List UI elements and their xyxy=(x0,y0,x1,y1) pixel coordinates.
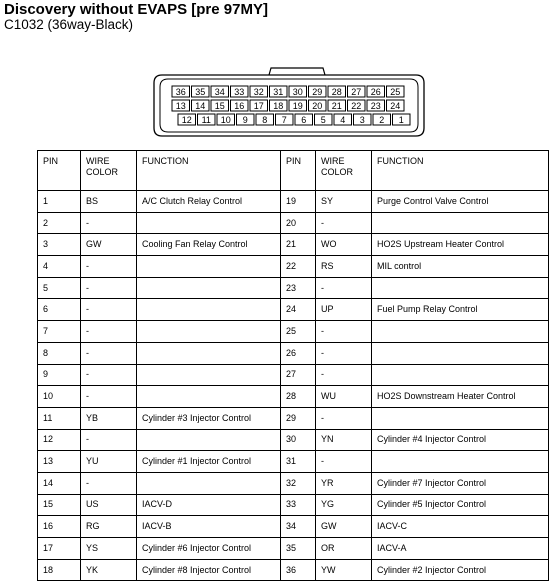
connector-pin-label: 34 xyxy=(214,87,225,97)
pin-cell-2: 35 xyxy=(281,538,316,560)
pin-cell-2: 26 xyxy=(281,342,316,364)
function-cell: Cylinder #1 Injector Control xyxy=(137,451,281,473)
pinout-table xyxy=(37,150,549,581)
connector-pin-label: 3 xyxy=(359,115,365,125)
pin-cell: 10 xyxy=(38,386,81,408)
wire-color-cell-2: RS xyxy=(316,256,372,278)
function-cell xyxy=(137,429,281,451)
pin-cell-2: 34 xyxy=(281,516,316,538)
wire-color-cell-2: YR xyxy=(316,472,372,494)
function-cell xyxy=(137,364,281,386)
pin-cell-2: 20 xyxy=(281,212,316,234)
column-header-function-2: FUNCTION xyxy=(372,151,549,191)
table-row xyxy=(38,191,549,213)
connector-pin-label: 33 xyxy=(234,87,245,97)
table-row xyxy=(38,299,549,321)
pin-cell-2: 32 xyxy=(281,472,316,494)
wire-color-cell: BS xyxy=(81,191,137,213)
wire-color-cell: YK xyxy=(81,559,137,581)
function-cell-2: Cylinder #7 Injector Control xyxy=(372,472,549,494)
function-cell-2: Cylinder #4 Injector Control xyxy=(372,429,549,451)
page-title: Discovery without EVAPS [pre 97MY] xyxy=(4,1,268,18)
function-cell-2: Cylinder #2 Injector Control xyxy=(372,559,549,581)
function-cell-2: IACV-A xyxy=(372,538,549,560)
pin-cell: 8 xyxy=(38,342,81,364)
function-cell-2: MIL control xyxy=(372,256,549,278)
function-cell-2 xyxy=(372,321,549,343)
wire-color-cell: - xyxy=(81,212,137,234)
table-row xyxy=(38,538,549,560)
connector-pin-label: 28 xyxy=(331,87,342,97)
table-row xyxy=(38,451,549,473)
table-row xyxy=(38,429,549,451)
wire-color-cell-2: - xyxy=(316,321,372,343)
function-cell-2 xyxy=(372,277,549,299)
connector-pin-label: 17 xyxy=(253,101,264,111)
pin-cell-2: 19 xyxy=(281,191,316,213)
wire-color-cell-2: GW xyxy=(316,516,372,538)
pin-cell-2: 30 xyxy=(281,429,316,451)
connector-pin-label: 25 xyxy=(390,87,401,97)
function-cell: Cylinder #3 Injector Control xyxy=(137,407,281,429)
wire-color-cell: - xyxy=(81,342,137,364)
function-cell xyxy=(137,321,281,343)
table-row xyxy=(38,212,549,234)
connector-pin-label: 21 xyxy=(331,101,342,111)
wire-color-cell-2: YW xyxy=(316,559,372,581)
connector-pin-label: 19 xyxy=(292,101,303,111)
function-cell-2 xyxy=(372,451,549,473)
wire-color-cell: - xyxy=(81,429,137,451)
wire-color-cell-2: OR xyxy=(316,538,372,560)
table-row xyxy=(38,407,549,429)
pin-cell: 12 xyxy=(38,429,81,451)
pin-cell: 17 xyxy=(38,538,81,560)
pin-cell: 1 xyxy=(38,191,81,213)
wire-color-cell-2: - xyxy=(316,364,372,386)
pin-cell: 4 xyxy=(38,256,81,278)
pin-cell: 9 xyxy=(38,364,81,386)
connector-pin-label: 24 xyxy=(390,101,401,111)
wire-color-cell-2: UP xyxy=(316,299,372,321)
function-cell xyxy=(137,256,281,278)
function-cell: IACV-D xyxy=(137,494,281,516)
function-cell-2 xyxy=(372,342,549,364)
function-cell xyxy=(137,277,281,299)
column-header-wire-color-text: WIRE COLOR xyxy=(86,156,119,177)
pin-cell: 6 xyxy=(38,299,81,321)
pin-cell-2: 33 xyxy=(281,494,316,516)
wire-color-cell-2: - xyxy=(316,212,372,234)
pin-cell-2: 23 xyxy=(281,277,316,299)
table-row xyxy=(38,234,549,256)
pin-cell-2: 25 xyxy=(281,321,316,343)
connector-pin-label: 12 xyxy=(181,115,192,125)
wire-color-cell-2: - xyxy=(316,277,372,299)
wire-color-cell-2: WO xyxy=(316,234,372,256)
connector-pin-label: 29 xyxy=(312,87,323,97)
pin-cell-2: 21 xyxy=(281,234,316,256)
connector-pin-label: 6 xyxy=(301,115,307,125)
column-header-pin-2: PIN xyxy=(281,151,316,191)
wire-color-cell: GW xyxy=(81,234,137,256)
connector-pin-label: 14 xyxy=(195,101,206,111)
function-cell: Cylinder #6 Injector Control xyxy=(137,538,281,560)
function-cell-2: HO2S Downstream Heater Control xyxy=(372,386,549,408)
column-header-pin: PIN xyxy=(38,151,81,191)
function-cell-2: HO2S Upstream Heater Control xyxy=(372,234,549,256)
pin-cell: 11 xyxy=(38,407,81,429)
table-row xyxy=(38,494,549,516)
connector-pin-label: 2 xyxy=(379,115,385,125)
wire-color-cell-2: SY xyxy=(316,191,372,213)
connector-pin-label: 31 xyxy=(273,87,284,97)
wire-color-cell: - xyxy=(81,386,137,408)
pinout-table-body xyxy=(38,191,549,581)
pin-cell-2: 22 xyxy=(281,256,316,278)
table-header-row xyxy=(38,151,549,191)
wire-color-cell: YB xyxy=(81,407,137,429)
function-cell: Cylinder #8 Injector Control xyxy=(137,559,281,581)
table-row xyxy=(38,342,549,364)
connector-pin-label: 4 xyxy=(340,115,346,125)
wire-color-cell: - xyxy=(81,321,137,343)
pin-cell-2: 27 xyxy=(281,364,316,386)
connector-subtitle: C1032 (36way-Black) xyxy=(4,17,134,32)
connector-latch xyxy=(269,68,325,75)
connector-pin-label: 1 xyxy=(398,115,404,125)
connector-pin-label: 30 xyxy=(292,87,303,97)
column-header-wire-color-2-text: WIRE COLOR xyxy=(321,156,354,177)
connector-pin-label: 36 xyxy=(175,87,186,97)
wire-color-cell-2: WU xyxy=(316,386,372,408)
table-row xyxy=(38,256,549,278)
function-cell-2: Purge Control Valve Control xyxy=(372,191,549,213)
function-cell-2 xyxy=(372,212,549,234)
wire-color-cell: - xyxy=(81,472,137,494)
connector-pin-label: 11 xyxy=(201,115,211,125)
connector-pin-label: 22 xyxy=(351,101,362,111)
pin-cell-2: 28 xyxy=(281,386,316,408)
pin-cell: 14 xyxy=(38,472,81,494)
function-cell xyxy=(137,386,281,408)
column-header-wire-color-2 xyxy=(316,151,372,191)
wire-color-cell-2: - xyxy=(316,407,372,429)
connector-pin-label: 23 xyxy=(370,101,381,111)
wire-color-cell: - xyxy=(81,364,137,386)
connector-pin-label: 35 xyxy=(195,87,206,97)
function-cell-2 xyxy=(372,364,549,386)
wire-color-cell-2: - xyxy=(316,342,372,364)
table-row xyxy=(38,321,549,343)
table-row xyxy=(38,472,549,494)
column-header-wire-color xyxy=(81,151,137,191)
connector-pin-label: 5 xyxy=(320,115,326,125)
pin-cell: 16 xyxy=(38,516,81,538)
connector-pin-label: 16 xyxy=(234,101,245,111)
function-cell-2 xyxy=(372,407,549,429)
function-cell: IACV-B xyxy=(137,516,281,538)
table-row xyxy=(38,559,549,581)
pin-cell-2: 36 xyxy=(281,559,316,581)
pin-cell-2: 24 xyxy=(281,299,316,321)
wire-color-cell: - xyxy=(81,299,137,321)
function-cell xyxy=(137,299,281,321)
pin-cell: 13 xyxy=(38,451,81,473)
function-cell xyxy=(137,212,281,234)
function-cell xyxy=(137,472,281,494)
table-row xyxy=(38,386,549,408)
connector-pin-label: 8 xyxy=(262,115,268,125)
pin-cell-2: 29 xyxy=(281,407,316,429)
function-cell-2: IACV-C xyxy=(372,516,549,538)
connector-pin-label: 7 xyxy=(281,115,287,125)
wire-color-cell: YS xyxy=(81,538,137,560)
function-cell-2: Fuel Pump Relay Control xyxy=(372,299,549,321)
connector-pin-label: 18 xyxy=(273,101,284,111)
wire-color-cell: YU xyxy=(81,451,137,473)
connector-pin-label: 26 xyxy=(370,87,381,97)
connector-pin-label: 9 xyxy=(242,115,248,125)
wire-color-cell-2: - xyxy=(316,451,372,473)
pin-cell: 15 xyxy=(38,494,81,516)
wire-color-cell-2: YG xyxy=(316,494,372,516)
pin-cell: 2 xyxy=(38,212,81,234)
function-cell: A/C Clutch Relay Control xyxy=(137,191,281,213)
connector-pin-label: 32 xyxy=(253,87,264,97)
pin-cell: 18 xyxy=(38,559,81,581)
wire-color-cell: - xyxy=(81,277,137,299)
connector-pin-label: 27 xyxy=(351,87,362,97)
table-row xyxy=(38,516,549,538)
table-row xyxy=(38,277,549,299)
connector-diagram xyxy=(148,66,430,140)
wire-color-cell: US xyxy=(81,494,137,516)
connector-pin-label: 20 xyxy=(312,101,323,111)
wire-color-cell-2: YN xyxy=(316,429,372,451)
connector-pin-label: 15 xyxy=(214,101,225,111)
connector-pin-label: 10 xyxy=(220,115,231,125)
function-cell xyxy=(137,342,281,364)
pin-cell: 3 xyxy=(38,234,81,256)
column-header-function: FUNCTION xyxy=(137,151,281,191)
pin-cell: 7 xyxy=(38,321,81,343)
function-cell-2: Cylinder #5 Injector Control xyxy=(372,494,549,516)
connector-pin-label: 13 xyxy=(175,101,186,111)
wire-color-cell: RG xyxy=(81,516,137,538)
pin-cell-2: 31 xyxy=(281,451,316,473)
wire-color-cell: - xyxy=(81,256,137,278)
table-row xyxy=(38,364,549,386)
function-cell: Cooling Fan Relay Control xyxy=(137,234,281,256)
pin-cell: 5 xyxy=(38,277,81,299)
